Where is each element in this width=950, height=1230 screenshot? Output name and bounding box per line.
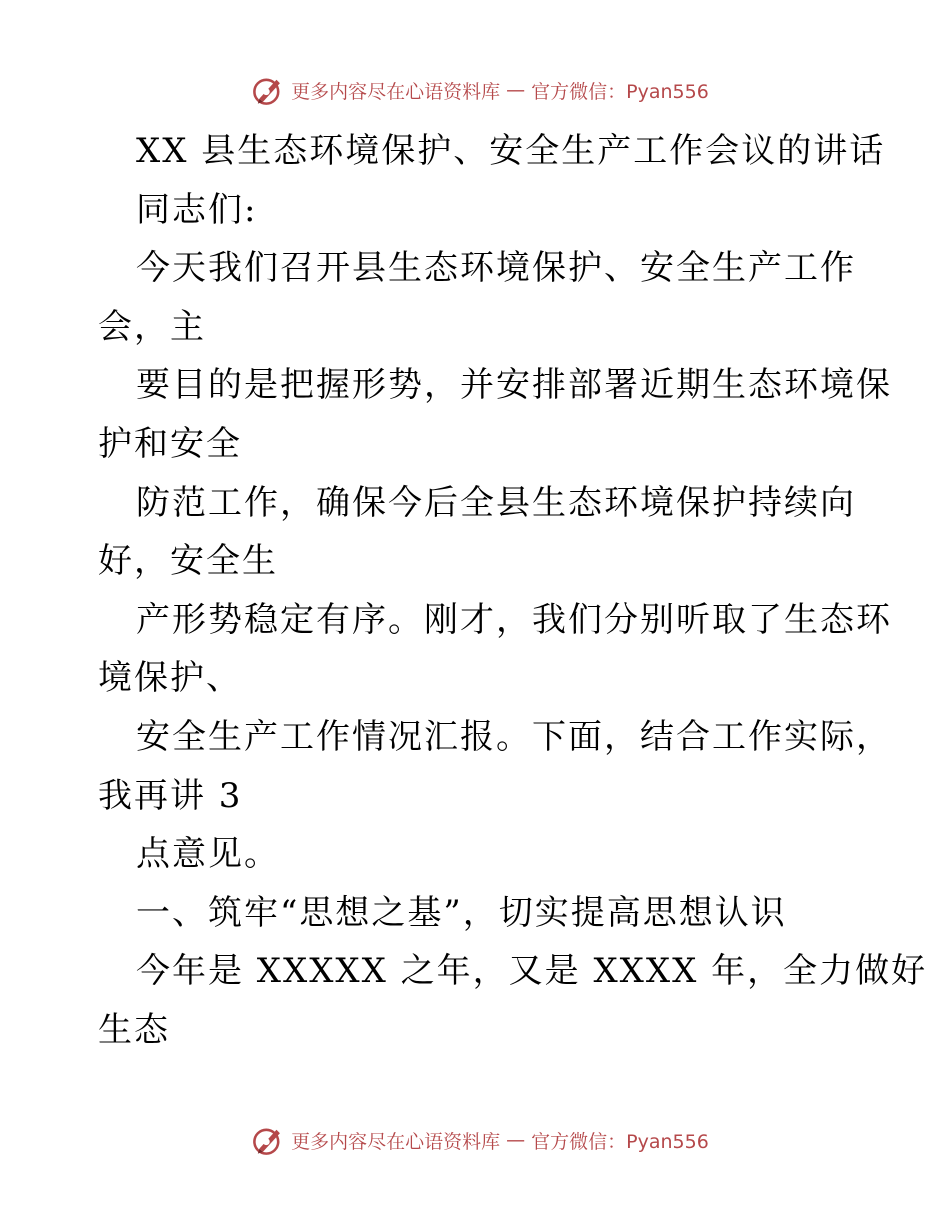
banner-text: 更多内容尽在心语资料库 [291, 80, 501, 103]
paragraph-line: 境保护、 [98, 658, 242, 699]
paragraph-line: 护和安全 [98, 423, 242, 464]
document-title: XX 县生态环境保护、安全生产工作会议的讲话 [136, 131, 886, 171]
section-heading: 一、筑牢“思想之基”，切实提高思想认识 [136, 892, 787, 933]
footer-banner [0, 1120, 950, 1160]
pen-logo-icon [251, 1123, 285, 1157]
paragraph-line: 生态 [98, 1009, 170, 1050]
banner-text: 更多内容尽在心语资料库 [291, 1130, 501, 1153]
paragraph-line: 要目的是把握形势，并安排部署近期生态环境保 [136, 365, 892, 406]
banner-content [251, 73, 709, 107]
paragraph-line: 今年是 XXXXX 之年，又是 XXXX 年，全力做好 [136, 951, 928, 992]
banner-content [251, 1123, 709, 1157]
paragraph-line: 好，安全生 [98, 541, 278, 582]
pen-logo-icon [251, 73, 285, 107]
document-body [98, 122, 928, 1060]
banner-wechat: 官方微信：Pyan556 [531, 80, 709, 103]
banner-separator: — [506, 79, 526, 101]
paragraph-line: 防范工作，确保今后全县生态环境保护持续向 [136, 482, 856, 523]
paragraph-line: 点意见。 [136, 834, 280, 875]
salutation: 同志们: [136, 189, 258, 230]
paragraph-line: 产形势稳定有序。刚才，我们分别听取了生态环 [136, 599, 892, 640]
banner-wechat: 官方微信：Pyan556 [531, 1130, 709, 1153]
paragraph-line: 今天我们召开县生态环境保护、安全生产工作 [136, 248, 856, 289]
paragraph-line: 安全生产工作情况汇报。下面，结合工作实际， [136, 716, 892, 757]
paragraph-line: 我再讲 3 [98, 775, 243, 816]
banner-separator: — [506, 1129, 526, 1151]
paragraph-line: 会，主 [98, 306, 206, 347]
header-banner [0, 70, 950, 110]
